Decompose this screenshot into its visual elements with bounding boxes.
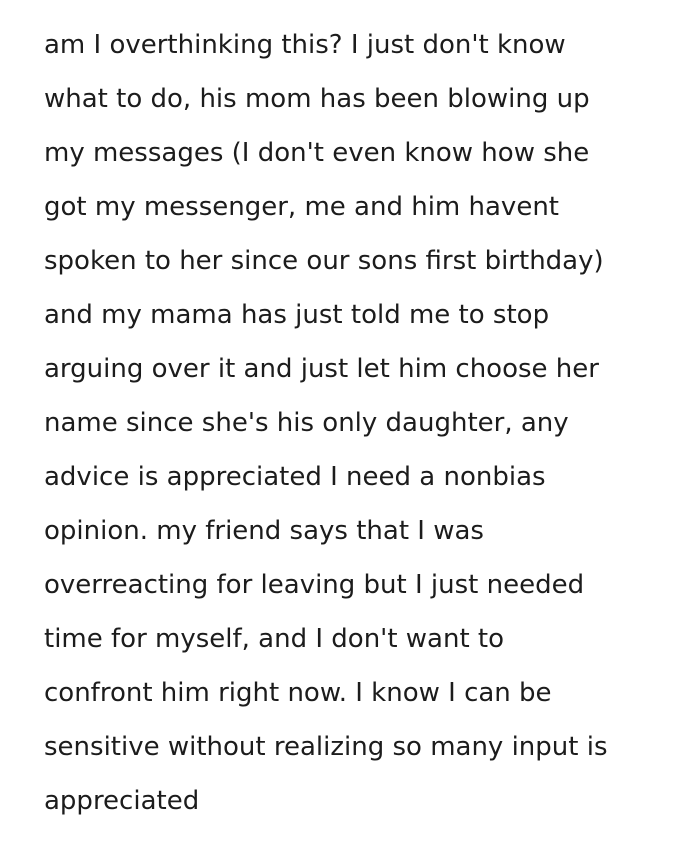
post-body-text xyxy=(44,18,608,828)
text-line: am I overthinking this? I just don't know xyxy=(44,30,566,60)
text-line: sensitive without realizing so many input is xyxy=(44,732,608,762)
text-line: appreciated xyxy=(44,786,200,816)
text-line: got my messenger, me and him havent xyxy=(44,192,559,222)
text-line: name since she's his only daughter, any xyxy=(44,408,569,438)
text-line: time for myself, and I don't want to xyxy=(44,624,505,654)
text-line: spoken to her since our sons first birthday) xyxy=(44,246,604,276)
text-line: my messages (I don't even know how she xyxy=(44,138,590,168)
text-line: overreacting for leaving but I just needed xyxy=(44,570,585,600)
text-line: what to do, his mom has been blowing up xyxy=(44,84,590,114)
text-line: confront him right now. I know I can be xyxy=(44,678,552,708)
text-line: and my mama has just told me to stop xyxy=(44,300,550,330)
text-line: opinion. my friend says that I was xyxy=(44,516,484,546)
text-line: advice is appreciated I need a nonbias xyxy=(44,462,546,492)
text-line: arguing over it and just let him choose her xyxy=(44,354,599,384)
